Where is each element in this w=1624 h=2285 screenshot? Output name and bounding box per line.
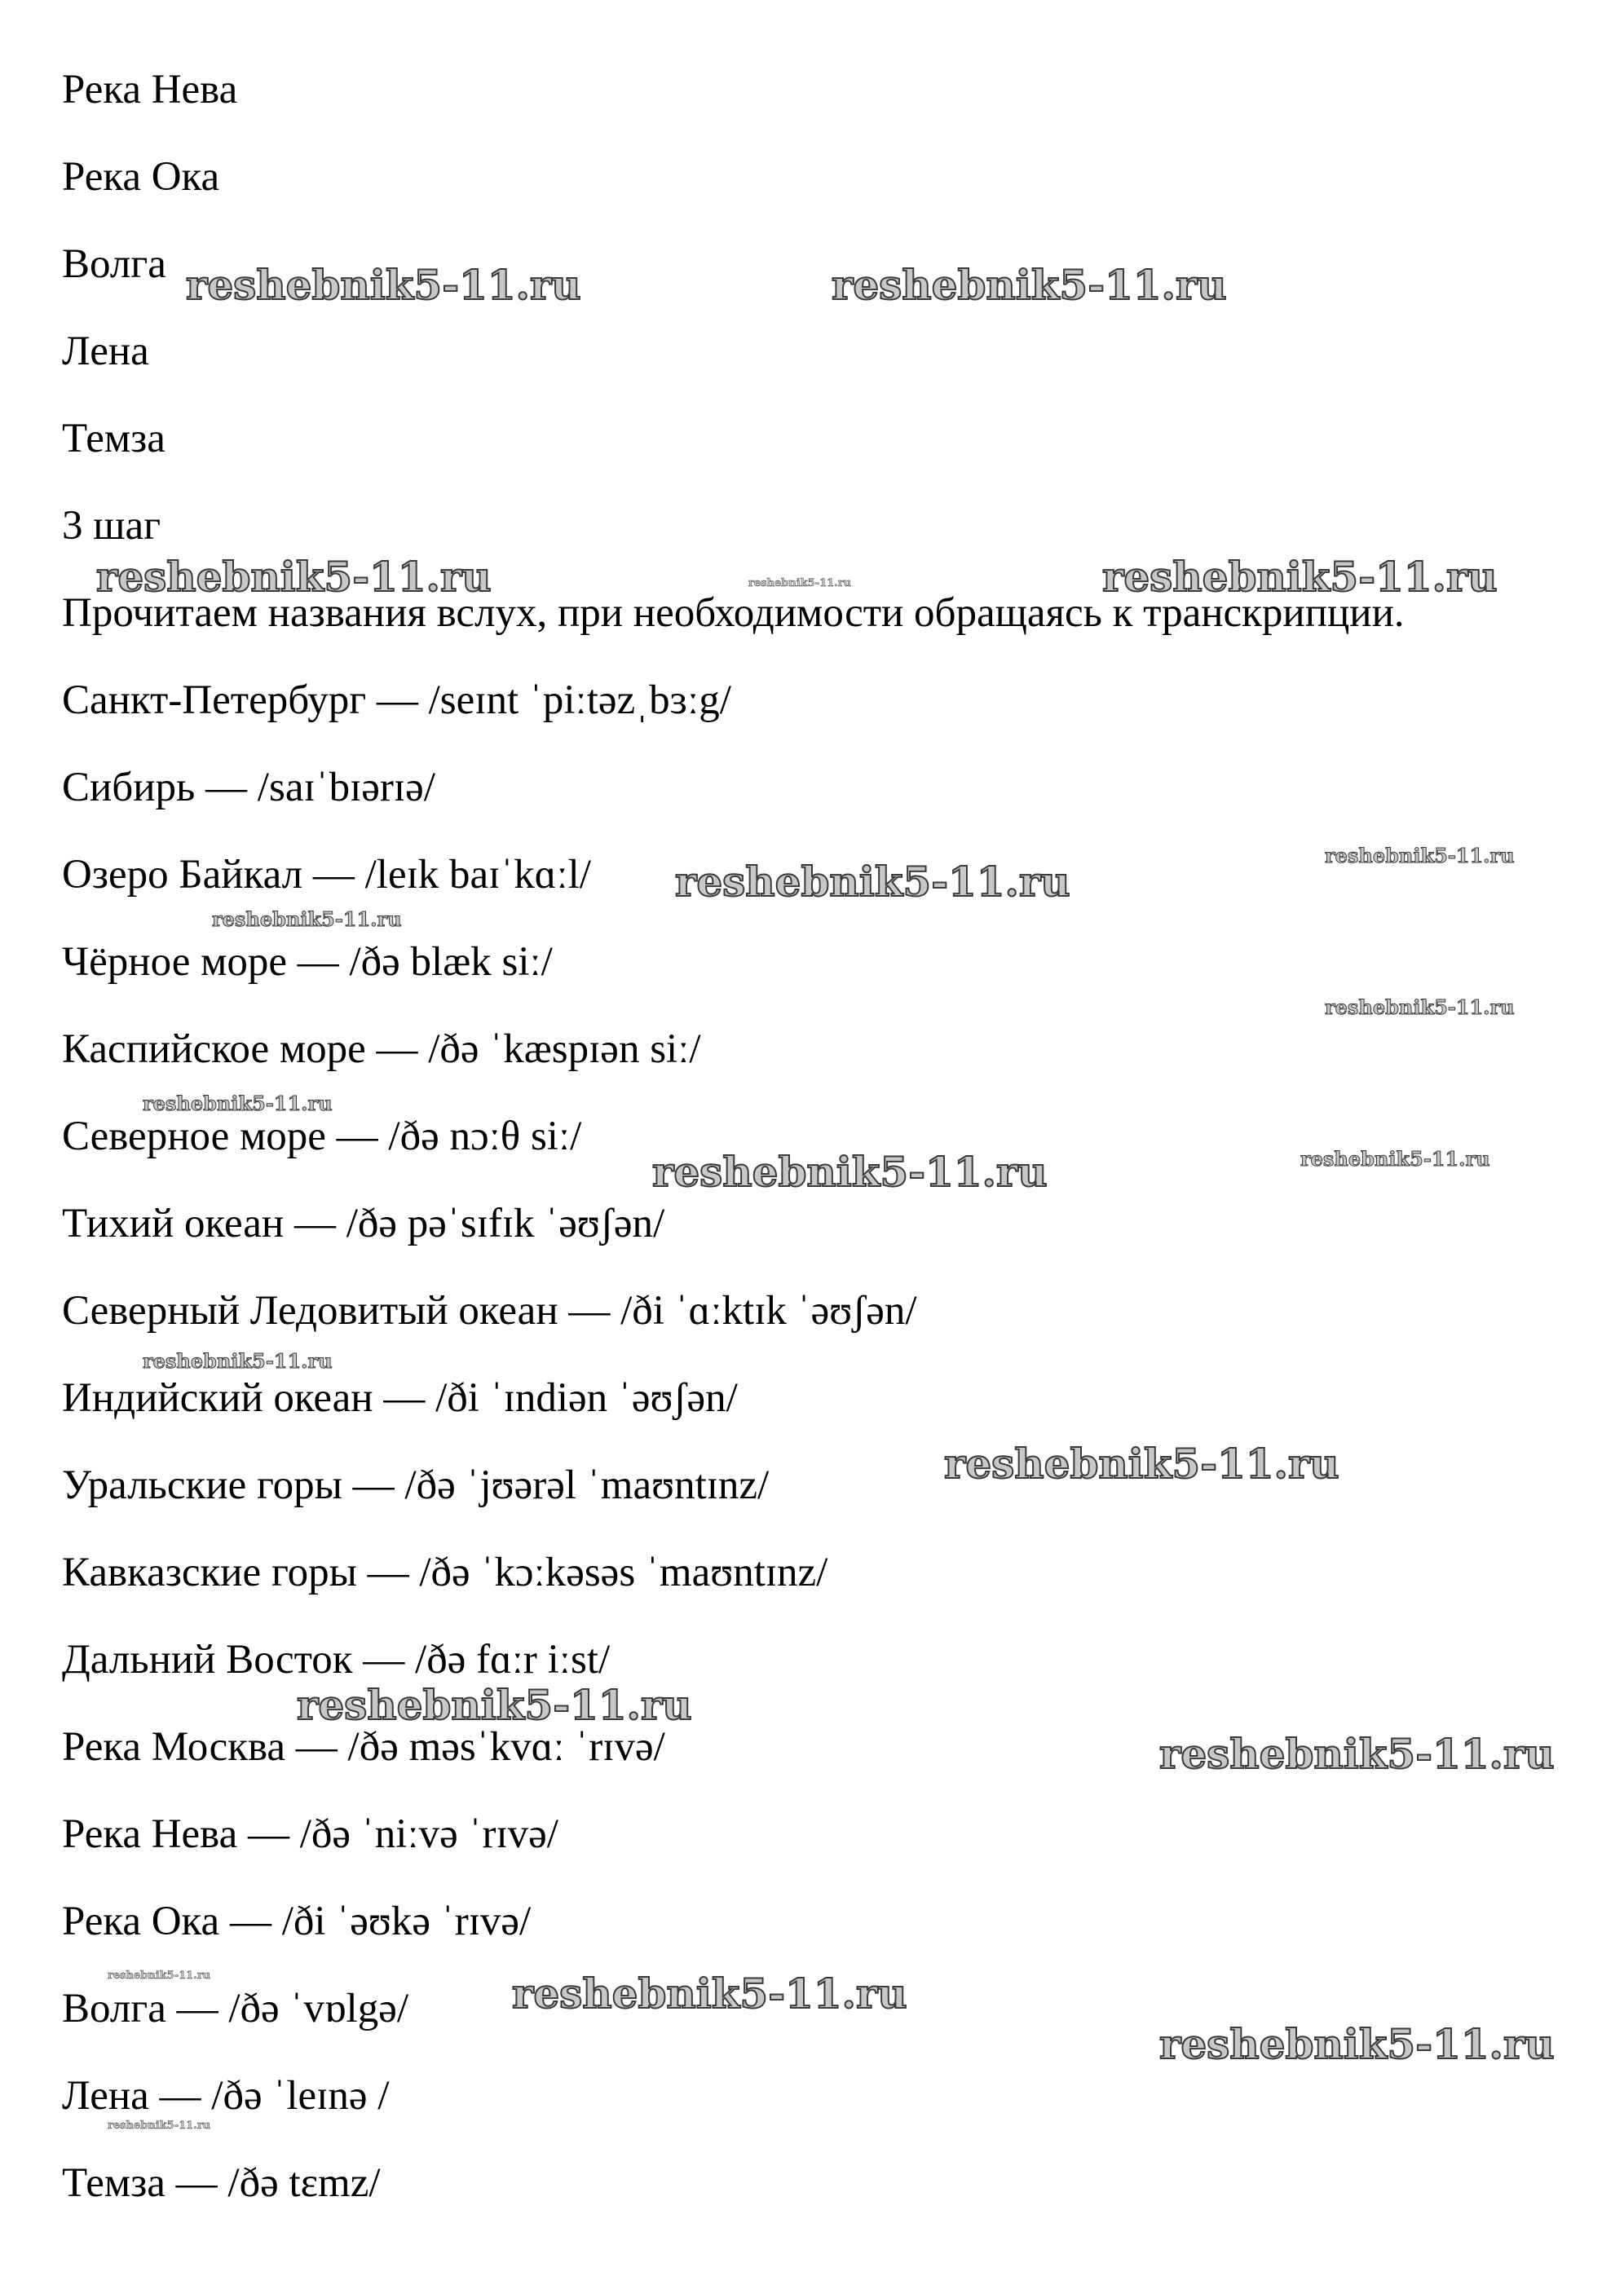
text-line-20: Река Москва — /ðə məsˈkvɑː ˈrɪvə/ [62,1724,665,1770]
text-line-8: Санкт-Петербург — /seɪnt ˈpiːtəzˌbɜːg/ [62,677,731,723]
text-line-11: Чёрное море — /ðə blæk siː/ [62,939,553,985]
text-line-5: Темза [62,416,165,461]
text-line-19: Дальний Восток — /ðə fɑːr iːst/ [62,1637,611,1683]
watermark: reshebnik5-11.ru [96,553,492,601]
watermark: reshebnik5-11.ru [108,2120,211,2132]
watermark: reshebnik5-11.ru [512,1970,907,2018]
text-line-12: Каспийское море — /ðə ˈkæspɪən siː/ [62,1026,701,1072]
instruction-text: Прочитаем названия вслух, при необходимости обращаясь к транскрипции. [62,590,1405,636]
text-line-4: Лена [62,329,149,374]
watermark: reshebnik5-11.ru [944,1440,1339,1488]
text-line-24: Лена — /ðə ˈleɪnə / [62,2073,390,2119]
watermark: reshebnik5-11.ru [297,1681,692,1729]
text-line-1: Река Нева [62,67,238,112]
text-line-16: Индийский океан — /ði ˈɪndiən ˈəʊʃən/ [62,1375,738,1421]
text-line-17: Уральские горы — /ðə ˈjʊərəl ˈmaʊntɪnz/ [62,1462,770,1508]
watermark: reshebnik5-11.ru [1159,1730,1555,1778]
watermark: reshebnik5-11.ru [675,858,1070,906]
watermark: reshebnik5-11.ru [652,1148,1048,1196]
text-line-25: Темза — /ðə tɛmz/ [62,2160,381,2206]
watermark: reshebnik5-11.ru [748,577,852,589]
text-line-22: Река Ока — /ði ˈəʊkə ˈrɪvə/ [62,1899,532,1944]
watermark: reshebnik5-11.ru [108,1970,211,1982]
text-line-23: Волга — /ðə ˈvɒlgə/ [62,1986,409,2031]
watermark: reshebnik5-11.ru [143,1092,333,1115]
watermark: reshebnik5-11.ru [186,261,581,309]
watermark: reshebnik5-11.ru [212,907,402,931]
watermark: reshebnik5-11.ru [1325,995,1515,1019]
text-line-15: Северный Ледовитый океан — /ði ˈɑːktɪk ˈəʊʃən/ [62,1288,917,1334]
watermark: reshebnik5-11.ru [1325,844,1515,867]
text-line-2: Река Ока [62,154,220,200]
watermark: reshebnik5-11.ru [1300,1147,1490,1171]
text-line-10: Озеро Байкал — /leɪk baɪˈkɑːl/ [62,852,591,898]
watermark: reshebnik5-11.ru [143,1349,333,1373]
watermark: reshebnik5-11.ru [832,261,1227,309]
text-line-13: Северное море — /ðə nɔːθ siː/ [62,1114,582,1159]
text-line-14: Тихий океан — /ðə pəˈsɪfɪk ˈəʊʃən/ [62,1201,665,1246]
text-line-21: Река Нева — /ðə ˈniːvə ˈrɪvə/ [62,1811,558,1857]
text-line-18: Кавказские горы — /ðə ˈkɔːkəsəs ˈmaʊntɪnz/ [62,1550,828,1595]
step-heading: 3 шаг [62,503,161,549]
text-line-9: Сибирь — /saɪˈbɪərɪə/ [62,765,435,810]
watermark: reshebnik5-11.ru [1102,553,1498,601]
watermark: reshebnik5-11.ru [1159,2020,1555,2068]
text-line-3: Волга [62,241,166,287]
